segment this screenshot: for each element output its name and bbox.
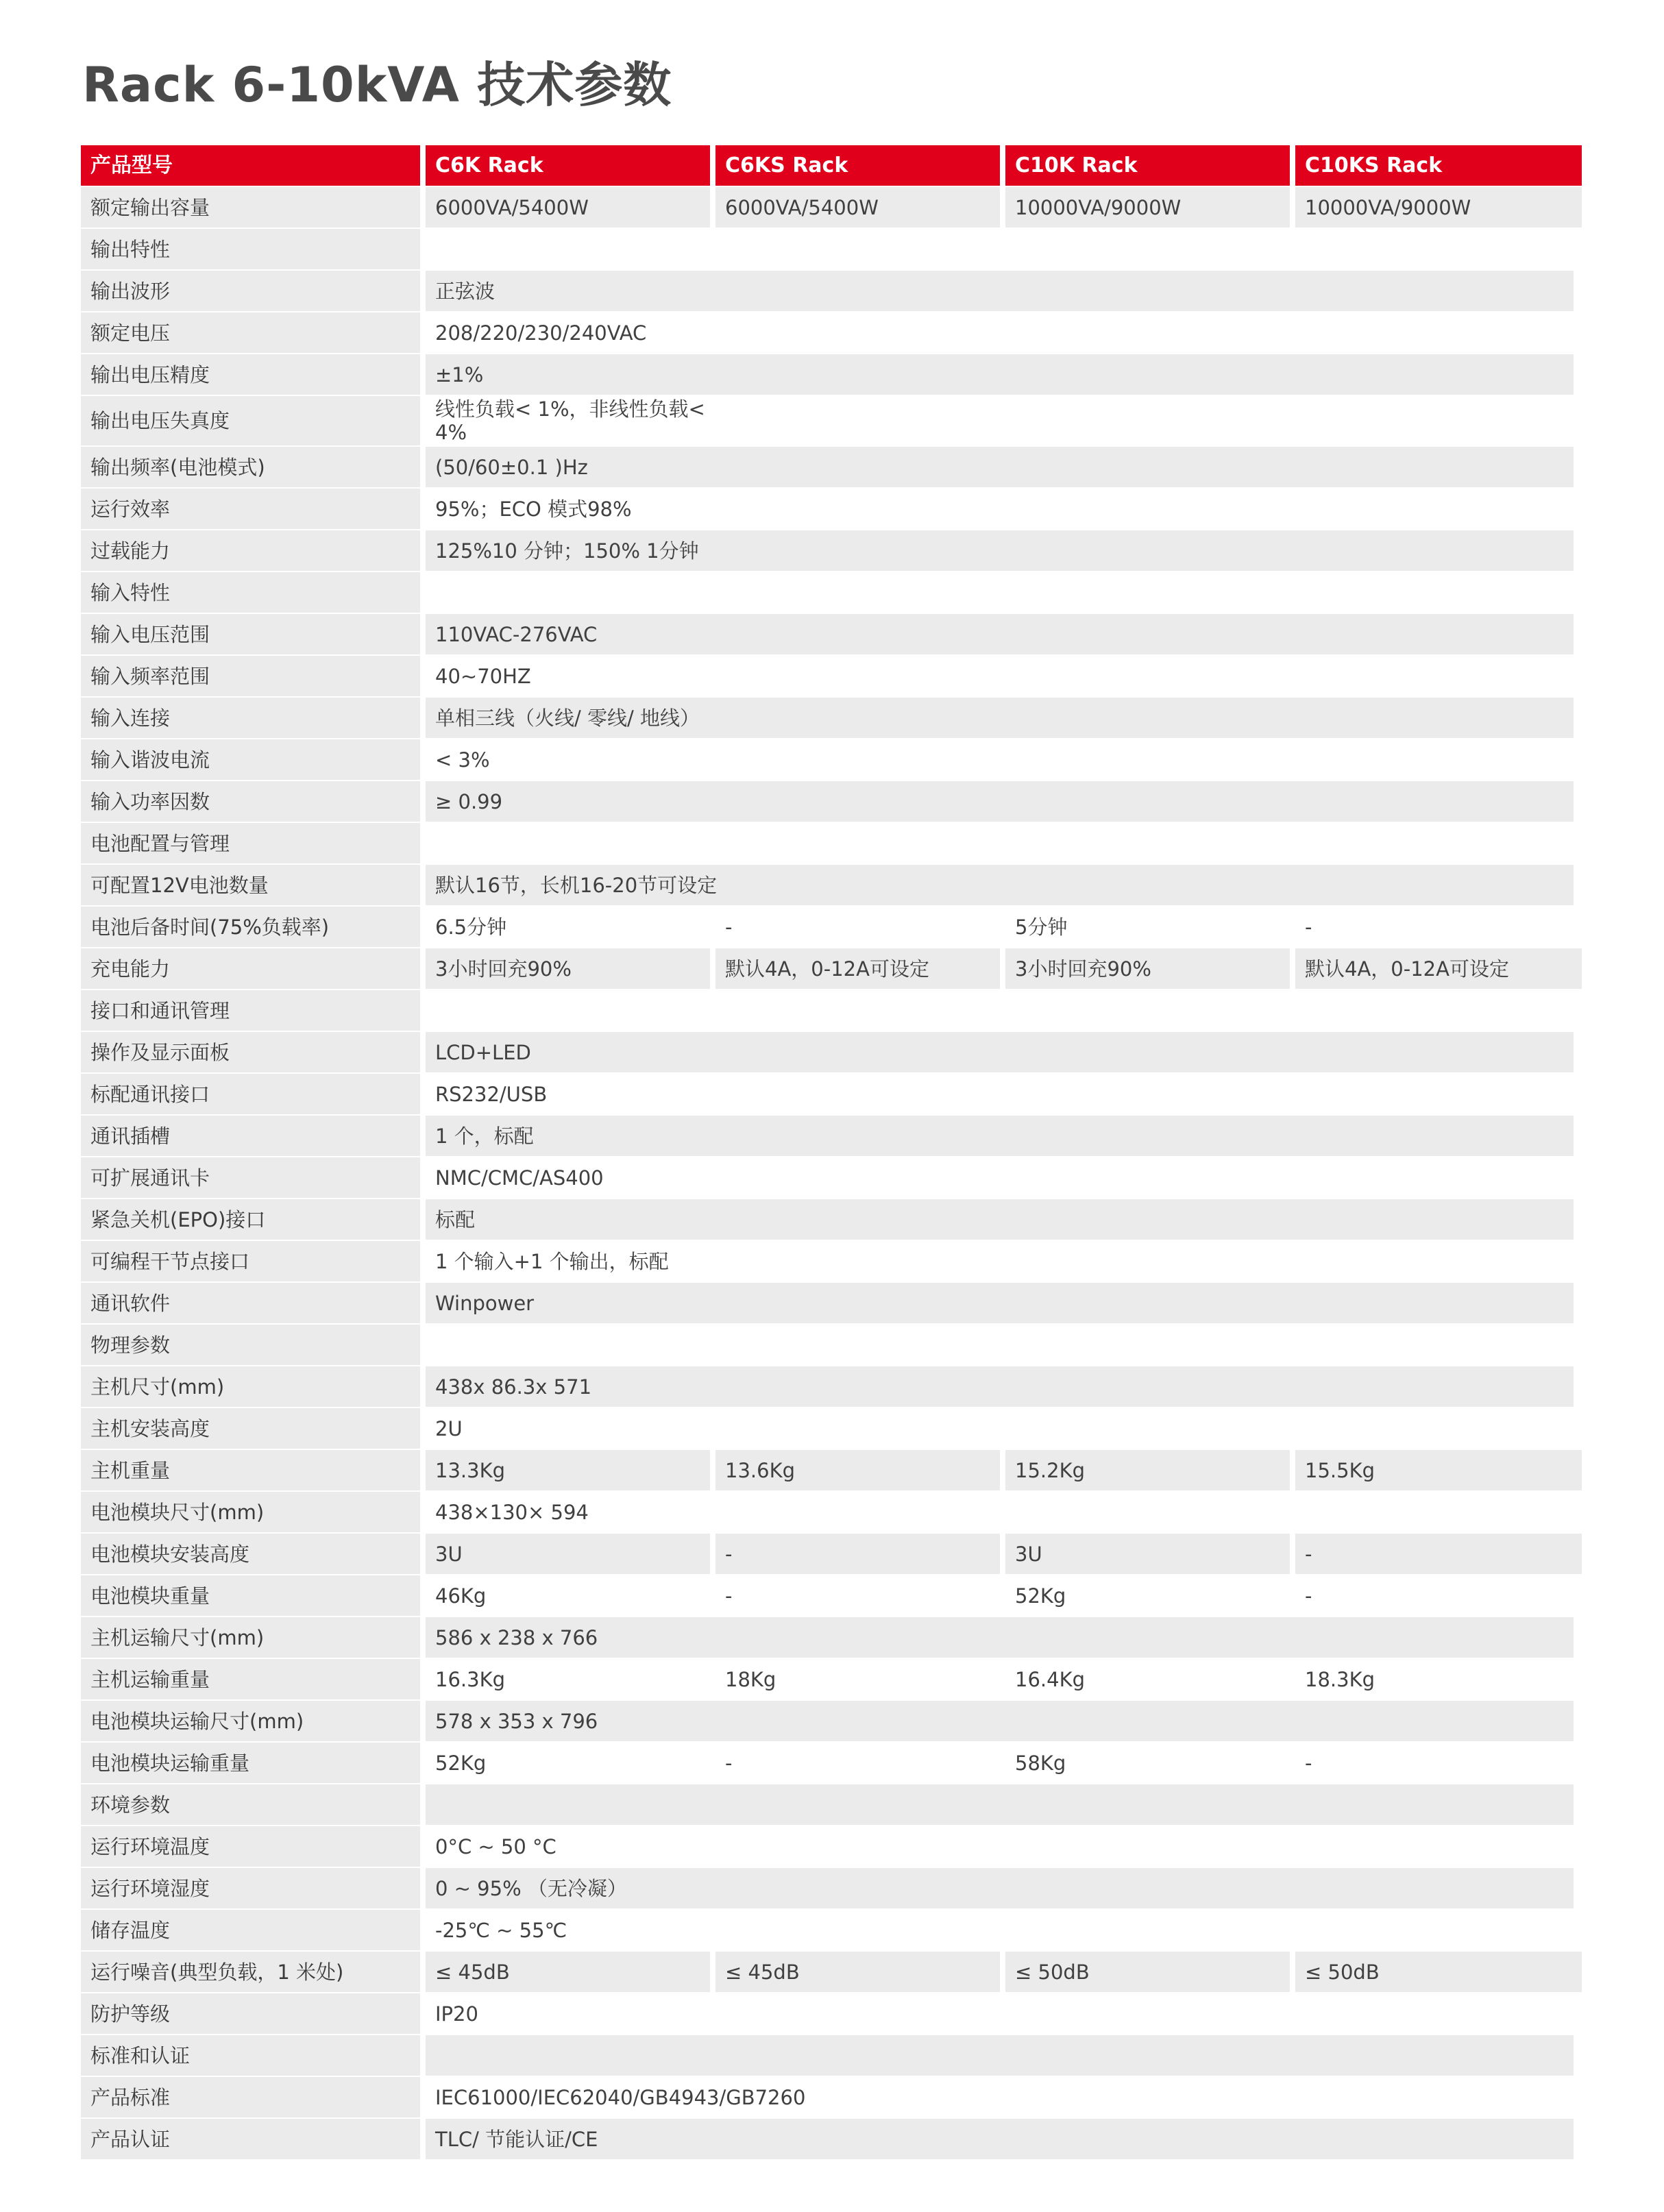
value-cell: 6000VA/5400W: [715, 187, 1000, 228]
value-cell: ≤ 50dB: [1295, 1952, 1582, 1992]
spanned-value-cell: < 3%: [426, 739, 1574, 780]
table-row: [81, 312, 1582, 353]
row-label: 通讯插槽: [81, 1116, 420, 1156]
spanned-value-cell: NMC/CMC/AS400: [426, 1157, 1574, 1198]
spanned-value-cell: ±1%: [426, 354, 1574, 395]
page-title: Rack 6-10kVA 技术参数: [82, 57, 672, 113]
row-label: 输出电压失真度: [81, 396, 420, 445]
row-label: 操作及显示面板: [81, 1032, 420, 1072]
value-cell: -: [1295, 1534, 1582, 1574]
header-cell-c6ks: C6KS Rack: [715, 145, 1000, 186]
row-label: 主机尺寸(mm): [81, 1366, 420, 1407]
table-row: [81, 354, 1582, 395]
value-cell: 52Kg: [1005, 1575, 1290, 1616]
spanned-value-cell: (50/60±0.1 )Hz: [426, 447, 1574, 487]
value-cell: [715, 396, 1000, 445]
row-label: 输入功率因数: [81, 781, 420, 822]
table-row: [81, 1868, 1582, 1908]
table-row: [81, 948, 1582, 989]
table-row: [81, 1910, 1582, 1950]
value-cell: [1295, 1492, 1582, 1532]
table-row: [81, 530, 1582, 571]
row-label: 输入电压范围: [81, 614, 420, 654]
row-label: 产品标准: [81, 2077, 420, 2117]
table-row: [81, 1617, 1582, 1658]
value-cell: -: [715, 1575, 1000, 1616]
value-cell: 13.3Kg: [426, 1450, 710, 1490]
section-empty-cell: [426, 2035, 1574, 2076]
header-cell-c10k: C10K Rack: [1005, 145, 1290, 186]
table-row: [81, 1199, 1582, 1240]
table-row: [81, 1743, 1582, 1783]
row-label: 产品认证: [81, 2119, 420, 2159]
value-cell: -: [715, 1743, 1000, 1783]
spanned-value-cell: 95%；ECO 模式98%: [426, 489, 1574, 529]
table-row: [81, 781, 1582, 822]
row-label: 电池模块重量: [81, 1575, 420, 1616]
row-label: 额定输出容量: [81, 187, 420, 228]
table-row: [81, 489, 1582, 529]
row-label: 输入谐波电流: [81, 739, 420, 780]
spanned-value-cell: 1 个，标配: [426, 1116, 1574, 1156]
table-row: [81, 739, 1582, 780]
table-row: [81, 1366, 1582, 1407]
value-cell: 5分钟: [1005, 907, 1290, 947]
row-label: 额定电压: [81, 312, 420, 353]
row-label: 运行效率: [81, 489, 420, 529]
table-row: [81, 1157, 1582, 1198]
row-label: 输入频率范围: [81, 656, 420, 696]
section-row: [81, 1325, 1582, 1365]
table-row: [81, 698, 1582, 738]
table-row: [81, 1450, 1582, 1490]
spanned-value-cell: 正弦波: [426, 271, 1574, 311]
section-row: [81, 823, 1582, 863]
spanned-value-cell: RS232/USB: [426, 1074, 1574, 1114]
spanned-value-cell: 0°C ~ 50 °C: [426, 1826, 1574, 1867]
section-row: [81, 229, 1582, 269]
row-label: 电池后备时间(75%负载率): [81, 907, 420, 947]
table-row: [81, 1659, 1582, 1699]
table-row: [81, 2119, 1582, 2159]
value-cell: -: [1295, 907, 1582, 947]
section-label: 电池配置与管理: [81, 823, 420, 863]
value-cell: 52Kg: [426, 1743, 710, 1783]
row-label: 防护等级: [81, 1993, 420, 2034]
value-cell: 16.4Kg: [1005, 1659, 1290, 1699]
value-cell: [715, 1492, 1000, 1532]
row-label: 电池模块尺寸(mm): [81, 1492, 420, 1532]
row-label: 主机运输重量: [81, 1659, 420, 1699]
table-row: [81, 447, 1582, 487]
value-cell: -: [715, 1534, 1000, 1574]
table-row: [81, 656, 1582, 696]
value-cell: ≤ 45dB: [426, 1952, 710, 1992]
section-row: [81, 1784, 1582, 1825]
value-cell: 3小时回充90%: [426, 948, 710, 989]
spanned-value-cell: ≥ 0.99: [426, 781, 1574, 822]
spanned-value-cell: 586 x 238 x 766: [426, 1617, 1574, 1658]
row-label: 电池模块运输重量: [81, 1743, 420, 1783]
spanned-value-cell: 0 ~ 95% （无冷凝）: [426, 1868, 1574, 1908]
spanned-value-cell: LCD+LED: [426, 1032, 1574, 1072]
table-row: [81, 1283, 1582, 1323]
table-row: [81, 1826, 1582, 1867]
table-row: [81, 1408, 1582, 1449]
section-empty-cell: [426, 823, 1574, 863]
section-label: 输出特性: [81, 229, 420, 269]
value-cell: -: [1295, 1575, 1582, 1616]
value-cell: 15.5Kg: [1295, 1450, 1582, 1490]
row-label: 主机安装高度: [81, 1408, 420, 1449]
header-cell-model: 产品型号: [81, 145, 420, 186]
row-label: 运行环境温度: [81, 1826, 420, 1867]
value-cell: 3小时回充90%: [1005, 948, 1290, 989]
table-row: [81, 907, 1582, 947]
row-label: 输入连接: [81, 698, 420, 738]
spanned-value-cell: 标配: [426, 1199, 1574, 1240]
row-label: 充电能力: [81, 948, 420, 989]
value-cell: [1295, 396, 1582, 445]
row-label: 可扩展通讯卡: [81, 1157, 420, 1198]
table-row: [81, 1993, 1582, 2034]
spanned-value-cell: 2U: [426, 1408, 1574, 1449]
table-row: [81, 396, 1582, 445]
value-cell: 6.5分钟: [426, 907, 710, 947]
value-cell: 默认4A，0-12A可设定: [1295, 948, 1582, 989]
row-label: 输出电压精度: [81, 354, 420, 395]
spanned-value-cell: TLC/ 节能认证/CE: [426, 2119, 1574, 2159]
spanned-value-cell: 110VAC-276VAC: [426, 614, 1574, 654]
row-label: 主机重量: [81, 1450, 420, 1490]
table-row: [81, 1534, 1582, 1574]
section-label: 物理参数: [81, 1325, 420, 1365]
row-label: 紧急关机(EPO)接口: [81, 1199, 420, 1240]
value-cell: 3U: [426, 1534, 710, 1574]
value-cell: -: [715, 907, 1000, 947]
value-cell: 10000VA/9000W: [1295, 187, 1582, 228]
value-cell: ≤ 45dB: [715, 1952, 1000, 1992]
section-row: [81, 572, 1582, 613]
spec-table: [81, 145, 1582, 2161]
spanned-value-cell: 125%10 分钟；150% 1分钟: [426, 530, 1574, 571]
section-empty-cell: [426, 229, 1574, 269]
row-label: 储存温度: [81, 1910, 420, 1950]
value-cell: 46Kg: [426, 1575, 710, 1616]
value-cell: 线性负载< 1%，非线性负载< 4%: [426, 396, 710, 445]
section-row: [81, 990, 1582, 1031]
spanned-value-cell: 438x 86.3x 571: [426, 1366, 1574, 1407]
table-row: [81, 614, 1582, 654]
row-label: 电池模块运输尺寸(mm): [81, 1701, 420, 1741]
section-label: 输入特性: [81, 572, 420, 613]
spanned-value-cell: 1 个输入+1 个输出，标配: [426, 1241, 1574, 1281]
value-cell: 15.2Kg: [1005, 1450, 1290, 1490]
table-row: [81, 271, 1582, 311]
section-empty-cell: [426, 1325, 1574, 1365]
row-label: 通讯软件: [81, 1283, 420, 1323]
spanned-value-cell: 208/220/230/240VAC: [426, 312, 1574, 353]
value-cell: 默认4A，0-12A可设定: [715, 948, 1000, 989]
spanned-value-cell: 默认16节，长机16-20节可设定: [426, 865, 1574, 905]
spanned-value-cell: Winpower: [426, 1283, 1574, 1323]
table-row: [81, 1116, 1582, 1156]
value-cell: 18Kg: [715, 1659, 1000, 1699]
section-empty-cell: [426, 1784, 1574, 1825]
table-header-row: [81, 145, 1582, 186]
row-label: 主机运输尺寸(mm): [81, 1617, 420, 1658]
value-cell: 18.3Kg: [1295, 1659, 1582, 1699]
value-cell: 6000VA/5400W: [426, 187, 710, 228]
row-label: 电池模块安装高度: [81, 1534, 420, 1574]
value-cell: 16.3Kg: [426, 1659, 710, 1699]
section-empty-cell: [426, 572, 1574, 613]
value-cell: 438×130× 594: [426, 1492, 710, 1532]
section-empty-cell: [426, 990, 1574, 1031]
table-row: [81, 1952, 1582, 1992]
row-label: 输出频率(电池模式): [81, 447, 420, 487]
row-label: 输出波形: [81, 271, 420, 311]
row-label: 运行环境湿度: [81, 1868, 420, 1908]
table-row: [81, 1074, 1582, 1114]
section-label: 标准和认证: [81, 2035, 420, 2076]
value-cell: 58Kg: [1005, 1743, 1290, 1783]
spanned-value-cell: 40~70HZ: [426, 656, 1574, 696]
value-cell: ≤ 50dB: [1005, 1952, 1290, 1992]
table-row: [81, 1701, 1582, 1741]
spanned-value-cell: IEC61000/IEC62040/GB4943/GB7260: [426, 2077, 1574, 2117]
section-label: 环境参数: [81, 1784, 420, 1825]
spanned-value-cell: 578 x 353 x 796: [426, 1701, 1574, 1741]
spanned-value-cell: 单相三线（火线/ 零线/ 地线）: [426, 698, 1574, 738]
header-cell-c6k: C6K Rack: [426, 145, 710, 186]
table-row: [81, 1575, 1582, 1616]
table-row: [81, 1032, 1582, 1072]
table-row: [81, 865, 1582, 905]
value-cell: 3U: [1005, 1534, 1290, 1574]
row-label: 过载能力: [81, 530, 420, 571]
table-row: [81, 187, 1582, 228]
section-label: 接口和通讯管理: [81, 990, 420, 1031]
header-cell-c10ks: C10KS Rack: [1295, 145, 1582, 186]
section-row: [81, 2035, 1582, 2076]
value-cell: 10000VA/9000W: [1005, 187, 1290, 228]
table-row: [81, 2077, 1582, 2117]
row-label: 运行噪音(典型负载，1 米处): [81, 1952, 420, 1992]
value-cell: 13.6Kg: [715, 1450, 1000, 1490]
value-cell: [1005, 396, 1290, 445]
spanned-value-cell: IP20: [426, 1993, 1574, 2034]
spanned-value-cell: -25℃ ~ 55℃: [426, 1910, 1574, 1950]
table-row: [81, 1492, 1582, 1532]
table-row: [81, 1241, 1582, 1281]
row-label: 可配置12V电池数量: [81, 865, 420, 905]
value-cell: [1005, 1492, 1290, 1532]
row-label: 标配通讯接口: [81, 1074, 420, 1114]
value-cell: -: [1295, 1743, 1582, 1783]
row-label: 可编程干节点接口: [81, 1241, 420, 1281]
